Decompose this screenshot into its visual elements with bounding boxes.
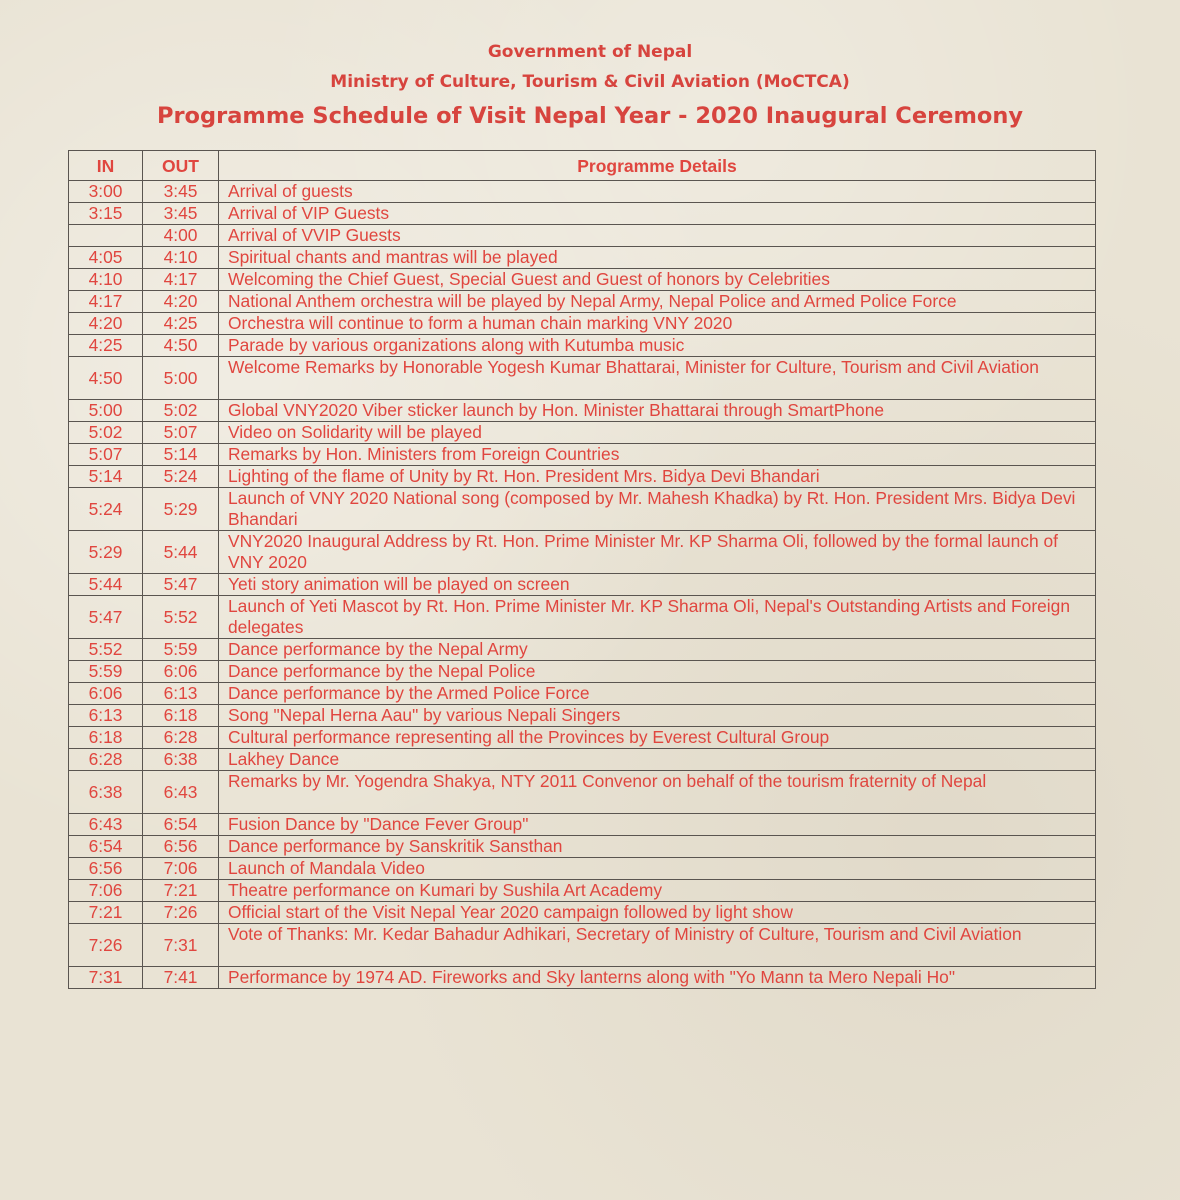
table-row: [69, 967, 1096, 989]
out-time-cell: 5:59: [143, 639, 219, 661]
schedule-body: [69, 181, 1096, 989]
programme-detail-cell: Launch of Mandala Video: [219, 858, 1096, 880]
out-time-cell: 5:02: [143, 400, 219, 422]
out-time-cell: 3:45: [143, 203, 219, 225]
ministry-title: Ministry of Culture, Tourism & Civil Aviation (MoCTCA): [330, 72, 850, 92]
out-time-cell: 4:17: [143, 269, 219, 291]
programme-detail-cell: Theatre performance on Kumari by Sushila Art Academy: [219, 880, 1096, 902]
in-time-cell: 4:50: [69, 357, 143, 400]
out-time-cell: 6:54: [143, 814, 219, 836]
programme-detail-cell: Dance performance by the Nepal Army: [219, 639, 1096, 661]
table-row: [69, 814, 1096, 836]
in-time-cell: 5:02: [69, 422, 143, 444]
out-time-cell: 5:14: [143, 444, 219, 466]
programme-detail-cell: Remarks by Hon. Ministers from Foreign Countries: [219, 444, 1096, 466]
out-time-cell: 4:50: [143, 335, 219, 357]
table-row: [69, 247, 1096, 269]
out-time-cell: 7:21: [143, 880, 219, 902]
programme-detail-cell: Yeti story animation will be played on screen: [219, 574, 1096, 596]
table-row: [69, 422, 1096, 444]
out-time-cell: 6:06: [143, 661, 219, 683]
table-row: [69, 683, 1096, 705]
in-time-cell: 5:47: [69, 596, 143, 639]
in-time-cell: 5:59: [69, 661, 143, 683]
programme-detail-cell: Remarks by Mr. Yogendra Shakya, NTY 2011 Convenor on behalf of the tourism fraternity of Nepal: [219, 771, 1096, 814]
out-time-cell: 4:25: [143, 313, 219, 335]
programme-detail-cell: Dance performance by the Nepal Police: [219, 661, 1096, 683]
table-row: [69, 880, 1096, 902]
column-header-details: Programme Details: [219, 151, 1096, 181]
table-row: [69, 771, 1096, 814]
table-row: [69, 749, 1096, 771]
out-time-cell: 5:00: [143, 357, 219, 400]
in-time-cell: 5:29: [69, 531, 143, 574]
in-time-cell: 6:28: [69, 749, 143, 771]
in-time-cell: 5:00: [69, 400, 143, 422]
table-row: [69, 705, 1096, 727]
programme-detail-cell: Arrival of VIP Guests: [219, 203, 1096, 225]
in-time-cell: 4:05: [69, 247, 143, 269]
out-time-cell: 5:24: [143, 466, 219, 488]
table-row: [69, 291, 1096, 313]
table-row: [69, 269, 1096, 291]
table-row: [69, 357, 1096, 400]
out-time-cell: 7:31: [143, 924, 219, 967]
in-time-cell: 5:44: [69, 574, 143, 596]
in-time-cell: 6:18: [69, 727, 143, 749]
out-time-cell: 7:06: [143, 858, 219, 880]
programme-detail-cell: National Anthem orchestra will be played by Nepal Army, Nepal Police and Armed Police Force: [219, 291, 1096, 313]
table-row: [69, 335, 1096, 357]
table-row: [69, 444, 1096, 466]
in-time-cell: 4:20: [69, 313, 143, 335]
in-time-cell: 7:21: [69, 902, 143, 924]
in-time-cell: 5:14: [69, 466, 143, 488]
table-row: [69, 466, 1096, 488]
programme-detail-cell: Welcoming the Chief Guest, Special Guest and Guest of honors by Celebrities: [219, 269, 1096, 291]
programme-detail-cell: Global VNY2020 Viber sticker launch by Hon. Minister Bhattarai through SmartPhone: [219, 400, 1096, 422]
programme-detail-cell: Lakhey Dance: [219, 749, 1096, 771]
programme-detail-cell: Launch of Yeti Mascot by Rt. Hon. Prime Minister Mr. KP Sharma Oli, Nepal's Outstanding Artists and Foreign delegates: [219, 596, 1096, 639]
table-row: [69, 181, 1096, 203]
in-time-cell: 5:24: [69, 488, 143, 531]
out-time-cell: 6:18: [143, 705, 219, 727]
in-time-cell: 4:25: [69, 335, 143, 357]
programme-detail-cell: Dance performance by Sanskritik Sansthan: [219, 836, 1096, 858]
out-time-cell: 5:47: [143, 574, 219, 596]
government-title: Government of Nepal: [487, 42, 693, 62]
in-time-cell: 7:26: [69, 924, 143, 967]
programme-detail-cell: Arrival of guests: [219, 181, 1096, 203]
out-time-cell: 6:28: [143, 727, 219, 749]
table-row: [69, 727, 1096, 749]
table-header-row: [69, 151, 1096, 181]
in-time-cell: 3:00: [69, 181, 143, 203]
out-time-cell: 3:45: [143, 181, 219, 203]
out-time-cell: 6:13: [143, 683, 219, 705]
programme-schedule-table: [68, 150, 1096, 989]
in-time-cell: 6:56: [69, 858, 143, 880]
schedule-title: Programme Schedule of Visit Nepal Year - 2020 Inaugural Ceremony: [156, 103, 1024, 129]
programme-detail-cell: Lighting of the flame of Unity by Rt. Hon. President Mrs. Bidya Devi Bhandari: [219, 466, 1096, 488]
programme-detail-cell: Vote of Thanks: Mr. Kedar Bahadur Adhikari, Secretary of Ministry of Culture, Tourism and Civil Aviation: [219, 924, 1096, 967]
table-row: [69, 924, 1096, 967]
table-row: [69, 313, 1096, 335]
in-time-cell: 6:06: [69, 683, 143, 705]
in-time-cell: 6:43: [69, 814, 143, 836]
table-row: [69, 203, 1096, 225]
table-row: [69, 639, 1096, 661]
in-time-cell: 6:54: [69, 836, 143, 858]
in-time-cell: 4:17: [69, 291, 143, 313]
table-row: [69, 488, 1096, 531]
in-time-cell: 3:15: [69, 203, 143, 225]
in-time-cell: 5:07: [69, 444, 143, 466]
in-time-cell: 6:38: [69, 771, 143, 814]
programme-detail-cell: Parade by various organizations along with Kutumba music: [219, 335, 1096, 357]
in-time-cell: 5:52: [69, 639, 143, 661]
programme-detail-cell: VNY2020 Inaugural Address by Rt. Hon. Prime Minister Mr. KP Sharma Oli, followed by the formal launch of VNY 2020: [219, 531, 1096, 574]
out-time-cell: 4:20: [143, 291, 219, 313]
programme-detail-cell: Orchestra will continue to form a human chain marking VNY 2020: [219, 313, 1096, 335]
in-time-cell: 4:10: [69, 269, 143, 291]
programme-detail-cell: Performance by 1974 AD. Fireworks and Sky lanterns along with "Yo Mann ta Mero Nepali Ho": [219, 967, 1096, 989]
programme-detail-cell: Fusion Dance by "Dance Fever Group": [219, 814, 1096, 836]
column-header-out: OUT: [143, 151, 219, 181]
table-row: [69, 400, 1096, 422]
out-time-cell: 7:26: [143, 902, 219, 924]
table-row: [69, 531, 1096, 574]
out-time-cell: 5:29: [143, 488, 219, 531]
table-row: [69, 225, 1096, 247]
out-time-cell: 6:43: [143, 771, 219, 814]
programme-detail-cell: Video on Solidarity will be played: [219, 422, 1096, 444]
out-time-cell: 6:56: [143, 836, 219, 858]
out-time-cell: 4:10: [143, 247, 219, 269]
programme-detail-cell: Song "Nepal Herna Aau" by various Nepali Singers: [219, 705, 1096, 727]
programme-detail-cell: Welcome Remarks by Honorable Yogesh Kumar Bhattarai, Minister for Culture, Tourism and Civil Aviation: [219, 357, 1096, 400]
in-time-cell: [69, 225, 143, 247]
table-row: [69, 858, 1096, 880]
table-row: [69, 902, 1096, 924]
out-time-cell: 6:38: [143, 749, 219, 771]
programme-detail-cell: Dance performance by the Armed Police Force: [219, 683, 1096, 705]
programme-detail-cell: Arrival of VVIP Guests: [219, 225, 1096, 247]
programme-detail-cell: Launch of VNY 2020 National song (composed by Mr. Mahesh Khadka) by Rt. Hon. President Mrs. Bidya Devi Bhandari: [219, 488, 1096, 531]
out-time-cell: 7:41: [143, 967, 219, 989]
table-row: [69, 836, 1096, 858]
in-time-cell: 7:31: [69, 967, 143, 989]
column-header-in: IN: [69, 151, 143, 181]
out-time-cell: 5:44: [143, 531, 219, 574]
table-row: [69, 574, 1096, 596]
out-time-cell: 4:00: [143, 225, 219, 247]
in-time-cell: 6:13: [69, 705, 143, 727]
programme-detail-cell: Official start of the Visit Nepal Year 2020 campaign followed by light show: [219, 902, 1096, 924]
out-time-cell: 5:52: [143, 596, 219, 639]
table-row: [69, 596, 1096, 639]
programme-detail-cell: Spiritual chants and mantras will be played: [219, 247, 1096, 269]
in-time-cell: 7:06: [69, 880, 143, 902]
table-row: [69, 661, 1096, 683]
out-time-cell: 5:07: [143, 422, 219, 444]
programme-detail-cell: Cultural performance representing all the Provinces by Everest Cultural Group: [219, 727, 1096, 749]
